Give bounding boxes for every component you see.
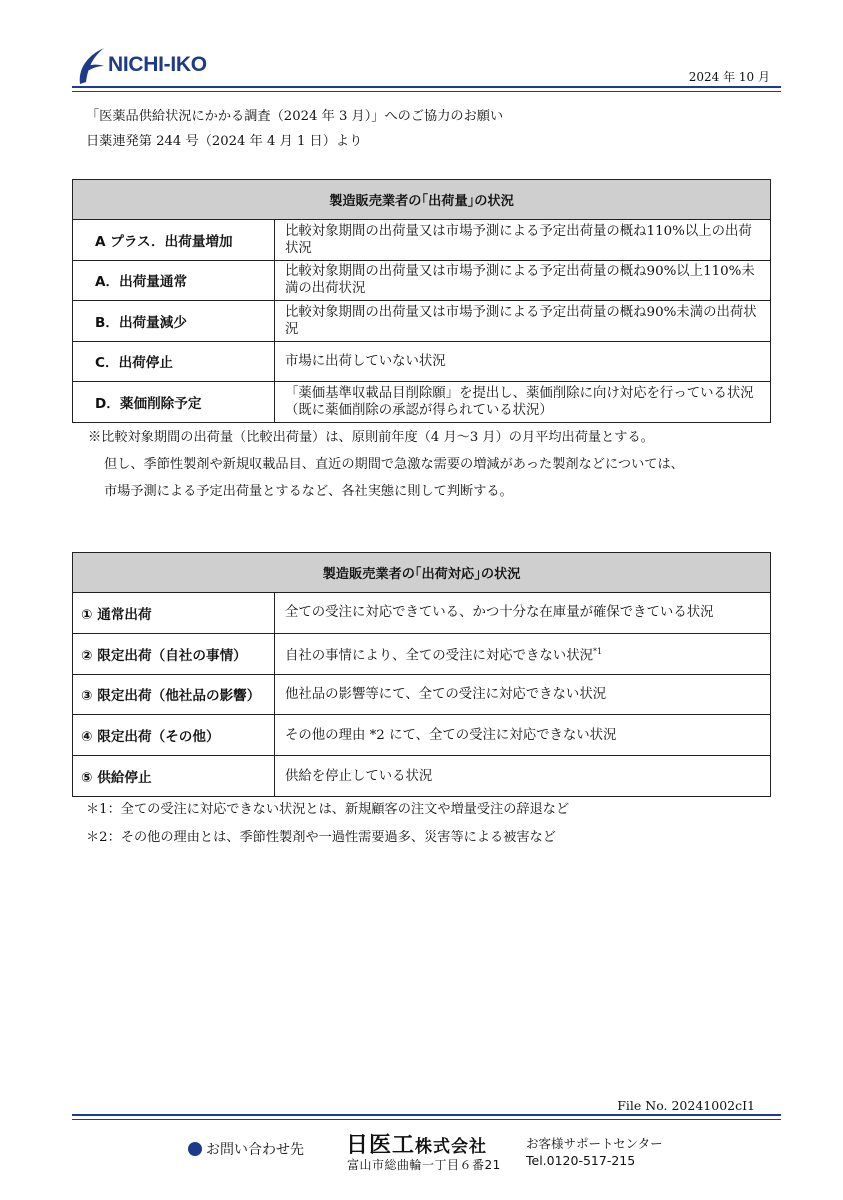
table-row <box>73 756 771 797</box>
table-title: 製造販売業者の｢出荷対応｣の状況 <box>73 553 771 593</box>
shipment-volume-table <box>72 179 771 423</box>
desc-text: 全ての受注に対応できている、かつ十分な在庫量が確保できている状況 <box>285 605 714 621</box>
row-description <box>275 756 771 797</box>
desc-text: 自社の事情により、全ての受注に対応できない状況 <box>285 648 593 664</box>
row-label: A．出荷量通常 <box>73 260 275 301</box>
desc-text: その他の理由 *2 にて、全ての受注に対応できない状況 <box>285 727 617 743</box>
logo-text: NICHI-IKO <box>108 53 207 76</box>
table-row <box>73 593 771 634</box>
table-title: 製造販売業者の｢出荷量｣の状況 <box>73 180 771 220</box>
row-description: 比較対象期間の出荷量又は市場予測による予定出荷量の概ね110%以上の出荷状況 <box>275 220 771 261</box>
document-date: 2024 年 10 月 <box>688 70 770 84</box>
table-row <box>73 674 771 715</box>
table-row <box>73 715 771 756</box>
desc-text: 供給を停止している状況 <box>285 768 433 784</box>
desc-text: 他社品の影響等にて、全ての受注に対応できない状況 <box>285 686 607 702</box>
footnote-line: ＊1：全ての受注に対応できない状況とは、新規顧客の注文や増量受注の辞退など <box>86 802 570 817</box>
header-divider <box>72 86 781 92</box>
row-description: 市場に出荷していない状況 <box>275 341 771 382</box>
row-label: B．出荷量減少 <box>73 301 275 342</box>
row-label: D．薬価削除予定 <box>73 382 275 423</box>
footnote-line: 但し、季節性製剤や新規収載品目、直近の期間で急激な需要の増減があった製剤などについては、 <box>104 457 684 472</box>
table-row <box>73 260 771 301</box>
row-label: ① 通常出荷 <box>73 593 275 634</box>
company-name-suffix: 株式会社 <box>415 1137 488 1157</box>
table-row <box>73 301 771 342</box>
contact-label: お問い合わせ先 <box>206 1142 304 1158</box>
row-description: 「薬価基準収載品目削除願」を提出し、薬価削除に向け対応を行っている状況（既に薬価削除の承認が得られている状況） <box>275 382 771 423</box>
row-description <box>275 633 771 674</box>
row-label: ⑤ 供給停止 <box>73 756 275 797</box>
shipment-response-table <box>72 552 771 797</box>
nichi-iko-logo-icon <box>74 44 106 86</box>
intro-text <box>86 104 503 154</box>
row-label: ④ 限定出荷（その他） <box>73 715 275 756</box>
company-logo <box>74 44 207 86</box>
support-center-label: お客様サポートセンター <box>526 1136 663 1151</box>
table-row <box>73 220 771 261</box>
intro-line-1: 「医薬品供給状況にかかる調査（2024 年 3 月）」へのご協力のお願い <box>86 109 504 124</box>
response-footnotes <box>86 796 569 852</box>
company-name <box>346 1128 487 1159</box>
table-row <box>73 633 771 674</box>
footnote-line: 市場予測による予定出荷量とするなど、各社実態に則して判断する。 <box>104 484 513 499</box>
footer-divider <box>72 1114 781 1120</box>
row-label: C．出荷停止 <box>73 341 275 382</box>
footer <box>0 1128 843 1178</box>
row-description: 比較対象期間の出荷量又は市場予測による予定出荷量の概ね90%未満の出荷状況 <box>275 301 771 342</box>
volume-footnote <box>88 424 684 505</box>
row-description <box>275 715 771 756</box>
row-label: ② 限定出荷（自社の事情） <box>73 633 275 674</box>
support-phone: Tel.0120-517-215 <box>526 1153 636 1168</box>
table-row <box>73 341 771 382</box>
footnote-line: ＊2：その他の理由とは、季節性製剤や一過性需要過多、災害等による被害など <box>86 830 556 845</box>
file-number: File No. 20241002cI1 <box>617 1098 755 1113</box>
company-name-main: 日医工 <box>346 1133 416 1158</box>
footnote-line: ※比較対象期間の出荷量（比較出荷量）は、原則前年度（4 月～3 月）の月平均出荷量とする。 <box>88 430 654 445</box>
row-description <box>275 674 771 715</box>
footnote-marker: *1 <box>592 646 603 656</box>
bullet-dot-icon <box>188 1142 202 1156</box>
row-label: A プラス．出荷量増加 <box>73 220 275 261</box>
row-label: ③ 限定出荷（他社品の影響） <box>73 674 275 715</box>
intro-line-2: 日薬連発第 244 号（2024 年 4 月 1 日）より <box>86 134 363 149</box>
row-description: 比較対象期間の出荷量又は市場予測による予定出荷量の概ね90%以上110%未満の出荷状況 <box>275 260 771 301</box>
row-description <box>275 593 771 634</box>
table-row <box>73 382 771 423</box>
company-address: 富山市総曲輪一丁目６番21 <box>347 1158 501 1172</box>
